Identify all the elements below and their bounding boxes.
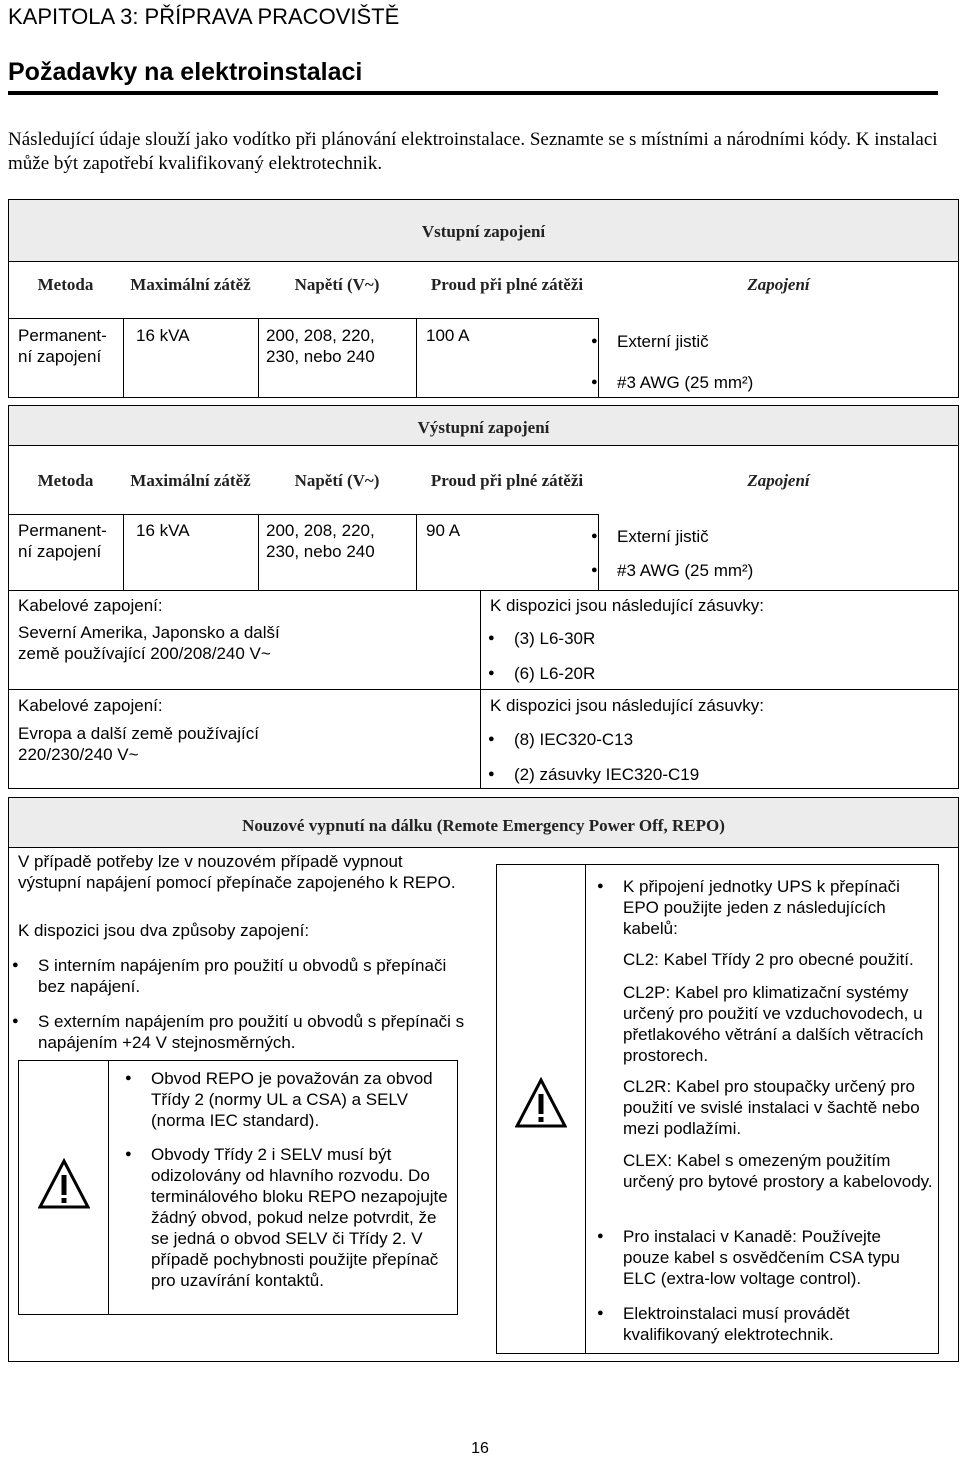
input-method-cell: Permanent-ní zapojení [18,326,107,366]
input-voltage-cell: 200, 208, 220, 230, nebo 240 [266,326,375,366]
cable-cl2p: CL2P: Kabel pro klimatizační systémy určený pro použití ve vzduchovodech, u přetlakového větrání a dalších větracích prostorech. [623,983,924,1065]
repo-electrician-note: ● Elektroinstalaci musí provádět kvalifikovaný elektrotechnik. [597,1303,932,1345]
input-table-title: Vstupní zapojení [421,222,546,241]
warn-left-item-2: ● Obvody Třídy 2 i SELV musí být odizolovány od hlavního rozvodu. Do terminálového bloku REPO nezapojujte žádný obvod, pokud nelze potvrdit, že se jedná o obvod SELV či Třídy 2. V případě pochybnosti použijte přepínač pro uzavírání kontaktů. [125,1144,450,1291]
warning-icon [515,1077,567,1129]
cable-clex: CLEX: Kabel s omezeným použitím určený pro bytové prostory a kabelovody. [623,1151,933,1191]
cable-eu-socket-1: ● (8) IEC320-C13 [488,729,633,750]
output-header-voltage: Napětí (V~) [294,471,380,490]
repo-title: Nouzové vypnutí na dálku (Remote Emergency Power Off, REPO) [242,816,725,835]
input-load-cell: 16 kVA [136,326,190,345]
intro-paragraph: Následující údaje slouží jako vodítko při plánování elektroinstalace. Seznamte se s místními a národními kódy. K instalaci může být zapotřebí kvalifikovaný elektrotechnik. [8,129,938,174]
warn-left-item-1: ● Obvod REPO je považován za obvod Třídy 2 (normy UL a CSA) a SELV (norma IEC standard). [125,1068,450,1131]
output-voltage-cell: 200, 208, 220, 230, nebo 240 [266,521,375,561]
output-header-load: Maximální zátěž [130,471,251,490]
cable-cl2: CL2: Kabel Třídy 2 pro obecné použití. [623,950,914,969]
output-method-cell: Permanent-ní zapojení [18,521,107,561]
input-conn-item-2: ● #3 AWG (25 mm²) [591,372,753,393]
repo-way-2: ● S externím napájením pro použití u obvodů s přepínači s napájením +24 V stejnosměrných. [12,1011,472,1053]
output-header-method: Metoda [37,471,94,490]
input-header-connection: Zapojení [747,275,810,294]
cable-eu-label: Kabelové zapojení: [18,696,163,715]
output-conn-item-2: ● #3 AWG (25 mm²) [591,560,753,581]
repo-way-1: ● S interním napájením pro použití u obvodů s přepínači bez napájení. [12,955,472,997]
output-header-connection: Zapojení [747,471,810,490]
cable-cl2r: CL2R: Kabel pro stoupačky určený pro použití ve svislé instalaci v šachtě nebo mezi podlažími. [623,1077,920,1138]
cable-na-label: Kabelové zapojení: [18,596,163,615]
chapter-heading: KAPITOLA 3: PŘÍPRAVA PRACOVIŠTĚ [8,4,400,29]
input-header-voltage: Napětí (V~) [294,275,380,294]
output-load-cell: 16 kVA [136,521,190,540]
section-title: Požadavky na elektroinstalaci [8,58,363,86]
input-header-load: Maximální zátěž [130,275,251,294]
page-number: 16 [471,1440,489,1457]
cable-eu-socket-2: ● (2) zásuvky IEC320-C19 [488,764,699,785]
warning-icon [38,1158,90,1210]
input-current-cell: 100 A [426,326,470,345]
output-conn-item-1: ● Externí jistič [591,526,709,547]
cable-na-socket-2: ● (6) L6-20R [488,663,595,684]
repo-canada-note: ● Pro instalaci v Kanadě: Používejte pouze kabel s osvědčením CSA typu ELC (extra-low voltage control). [597,1226,932,1289]
cable-na-socket-1: ● (3) L6-30R [488,628,595,649]
cable-eu-region: Evropa a další země používající 220/230/240 V~ [18,724,259,764]
repo-intro: V případě potřeby lze v nouzovém případě vypnout výstupní napájení pomocí přepínače zapojeného k REPO. [18,852,456,892]
input-conn-item-1: ● Externí jistič [591,331,709,352]
output-table-title: Výstupní zapojení [417,418,550,437]
repo-ways: K dispozici jsou dva způsoby zapojení: [18,921,310,940]
cable-eu-sockets-label: K dispozici jsou následující zásuvky: [490,696,765,715]
input-header-method: Metoda [37,275,94,294]
cable-na-sockets-label: K dispozici jsou následující zásuvky: [490,596,765,615]
cable-na-region: Severní Amerika, Japonsko a další země používající 200/208/240 V~ [18,623,280,663]
output-current-cell: 90 A [426,521,461,540]
title-rule [8,91,938,95]
output-header-current: Proud při plné zátěži [430,471,584,490]
warn-right-bullet: ● K připojení jednotky UPS k přepínači EPO použijte jeden z následujících kabelů: [597,876,927,939]
input-header-current: Proud při plné zátěži [430,275,584,294]
